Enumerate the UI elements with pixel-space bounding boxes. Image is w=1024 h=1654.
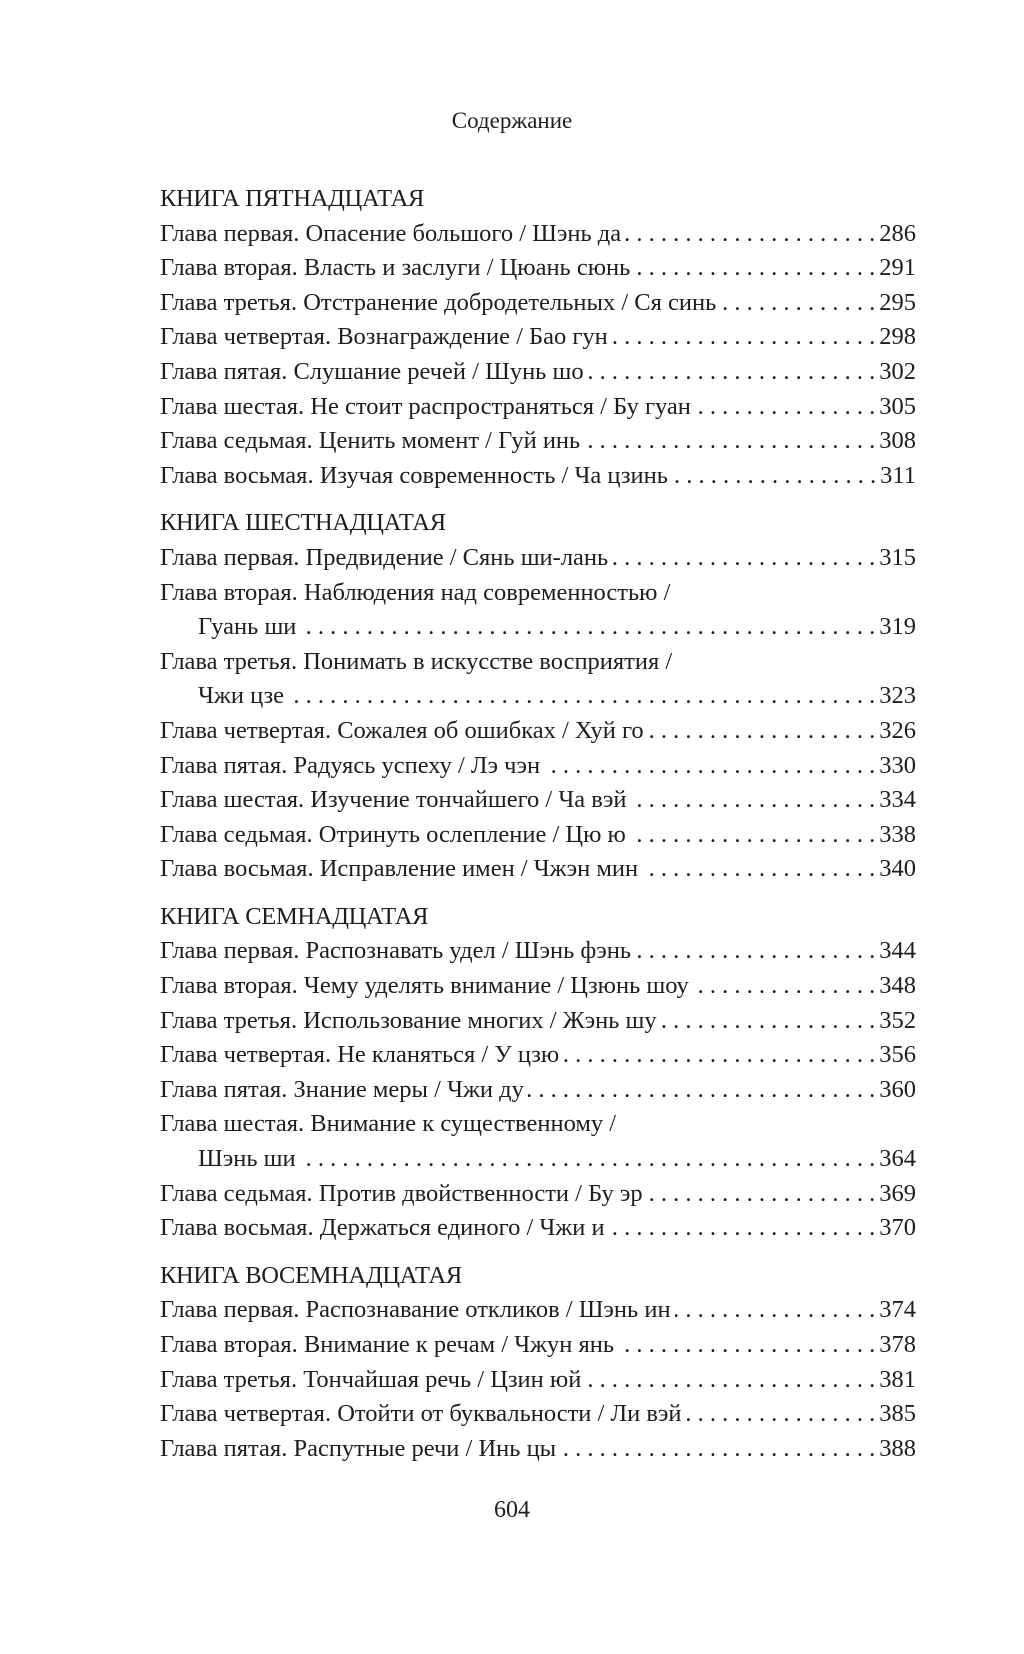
entry-title: Глава вторая. Чему уделять внимание / Цзюнь шоу — [160, 972, 689, 1000]
entry-page: 308 — [879, 427, 916, 455]
entry-title: Глава пятая. Распутные речи / Инь цы — [160, 1434, 557, 1462]
toc-entry[interactable] — [160, 934, 916, 969]
table-of-contents — [160, 182, 916, 1479]
entry-title-continued: Гуань ши — [198, 613, 297, 641]
entry-title-continued: Чжи цзе — [198, 682, 285, 710]
toc-section — [160, 182, 916, 493]
entry-page: 385 — [879, 1400, 916, 1428]
entry-page: 305 — [879, 392, 916, 420]
entry-title: Глава пятая. Слушание речей / Шунь шо — [160, 357, 584, 385]
entry-title: Глава четвертая. Не кланяться / У цзю — [160, 1041, 560, 1069]
entry-title: Глава третья. Тончайшая речь / Цзин юй — [160, 1365, 582, 1393]
entry-title: Глава первая. Распознавать удел / Шэнь фэнь — [160, 937, 632, 965]
toc-entry[interactable] — [160, 459, 916, 494]
toc-entry[interactable] — [160, 286, 916, 321]
toc-entry[interactable] — [160, 783, 916, 818]
entry-title: Глава шестая. Не стоит распространяться / Бу гуан — [160, 392, 691, 420]
entry-page: 323 — [879, 682, 916, 710]
entry-page: 364 — [879, 1145, 916, 1173]
entry-title: Глава восьмая. Изучая современность / Ча цзинь — [160, 461, 668, 489]
toc-entry[interactable] — [160, 424, 916, 459]
dot-leader — [675, 1293, 876, 1328]
dot-leader — [612, 541, 875, 576]
entry-page: 356 — [879, 1041, 916, 1069]
entry-page: 338 — [879, 820, 916, 848]
toc-section — [160, 506, 916, 887]
entry-page: 344 — [879, 937, 916, 965]
dot-leader — [625, 217, 875, 252]
toc-entry[interactable] — [160, 749, 916, 784]
dot-leader — [300, 610, 875, 645]
entry-page: 326 — [879, 716, 916, 744]
entry-title: Глава четвертая. Отойти от буквальности / Ли вэй — [160, 1400, 682, 1428]
entry-title: Глава седьмая. Ценить момент / Гуй инь — [160, 427, 581, 455]
toc-entry[interactable] — [160, 1293, 916, 1328]
toc-entry-continuation[interactable] — [160, 679, 916, 714]
toc-entry[interactable] — [160, 1211, 916, 1246]
dot-leader — [720, 286, 875, 321]
toc-section — [160, 900, 916, 1246]
dot-leader — [634, 251, 875, 286]
entry-title: Глава пятая. Знание меры / Чжи ду — [160, 1075, 524, 1103]
entry-title: Глава первая. Распознавание откликов / Шэнь ин — [160, 1296, 671, 1324]
entry-page: 295 — [879, 288, 916, 316]
entry-page: 370 — [879, 1214, 916, 1242]
toc-entry[interactable] — [160, 320, 916, 355]
toc-entry[interactable] — [160, 1363, 916, 1398]
toc-section — [160, 1259, 916, 1467]
toc-entry[interactable] — [160, 1177, 916, 1212]
entry-page: 352 — [879, 1006, 916, 1034]
toc-entry[interactable] — [160, 251, 916, 286]
entry-title: Глава вторая. Наблюдения над современностью / — [160, 578, 671, 606]
section-heading: КНИГА ШЕСТНАДЦАТАЯ — [160, 509, 446, 537]
dot-leader — [647, 1177, 876, 1212]
dot-leader — [661, 1004, 876, 1039]
dot-leader — [686, 1397, 876, 1432]
dot-leader — [544, 749, 875, 784]
entry-page: 388 — [879, 1434, 916, 1462]
entry-title: Глава третья. Использование многих / Жэнь шу — [160, 1006, 657, 1034]
entry-title: Глава третья. Отстранение добродетельных / Ся синь — [160, 288, 717, 316]
toc-entry[interactable] — [160, 541, 916, 576]
toc-entry[interactable] — [160, 355, 916, 390]
dot-leader — [563, 1038, 875, 1073]
entry-title: Глава пятая. Радуясь успеху / Лэ чэн — [160, 751, 541, 779]
dot-leader — [584, 424, 875, 459]
toc-entry-continuation[interactable] — [160, 1142, 916, 1177]
entry-title-continued: Шэнь ши — [198, 1145, 296, 1173]
entry-title: Глава вторая. Внимание к речам / Чжун янь — [160, 1331, 615, 1358]
entry-page: 374 — [879, 1296, 916, 1324]
dot-leader — [693, 969, 875, 1004]
entry-page: 381 — [879, 1365, 916, 1393]
entry-title: Глава четвертая. Сожалея об ошибках / Хуй го — [160, 716, 644, 744]
dot-leader — [612, 320, 875, 355]
page-number: 604 — [494, 1497, 530, 1523]
entry-title: Глава первая. Опасение большого / Шэнь да — [160, 219, 622, 247]
dot-leader — [630, 818, 875, 853]
entry-page: 311 — [880, 461, 916, 489]
toc-entry[interactable] — [160, 852, 916, 887]
entry-page: 319 — [879, 613, 916, 641]
entry-page: 298 — [879, 323, 916, 351]
toc-entry[interactable] — [160, 969, 916, 1004]
toc-entry-line[interactable] — [160, 576, 916, 611]
entry-title: Глава первая. Предвидение / Сянь ши-лань — [160, 543, 609, 571]
toc-entry[interactable] — [160, 714, 916, 749]
section-heading: КНИГА ПЯТНАДЦАТАЯ — [160, 185, 425, 212]
entry-page: 302 — [879, 357, 916, 385]
dot-leader — [642, 852, 875, 887]
section-heading: КНИГА ВОСЕМНАДЦАТАЯ — [160, 1261, 462, 1289]
dot-leader — [560, 1432, 875, 1467]
dot-leader — [648, 714, 876, 749]
toc-entry[interactable] — [160, 1073, 916, 1108]
entry-title: Глава восьмая. Держаться единого / Чжи и — [160, 1214, 605, 1242]
dot-leader — [695, 390, 875, 425]
dot-leader — [630, 783, 875, 818]
toc-entry[interactable] — [160, 1432, 916, 1467]
toc-entry-line[interactable] — [160, 1107, 916, 1142]
dot-leader — [588, 355, 876, 390]
section-heading: КНИГА СЕМНАДЦАТАЯ — [160, 902, 429, 930]
entry-title: Глава третья. Понимать в искусстве восприятия / — [160, 647, 673, 675]
entry-page: 330 — [879, 751, 916, 779]
toc-entry[interactable] — [160, 1004, 916, 1039]
toc-entry[interactable] — [160, 390, 916, 425]
dot-leader — [300, 1142, 876, 1177]
entry-title: Глава шестая. Изучение тончайшего / Ча вэй — [160, 786, 627, 814]
toc-entry[interactable] — [160, 1328, 916, 1363]
entry-title: Глава шестая. Внимание к существенному / — [160, 1110, 617, 1138]
dot-leader — [672, 459, 876, 494]
toc-entry[interactable] — [160, 818, 916, 853]
toc-entry-line[interactable] — [160, 645, 916, 680]
entry-title: Глава седьмая. Против двойственности / Бу эр — [160, 1179, 643, 1207]
entry-title: Глава седьмая. Отринуть ослепление / Цю ю — [160, 820, 626, 848]
entry-page: 334 — [879, 786, 916, 814]
entry-page: 378 — [879, 1331, 916, 1358]
entry-page: 291 — [879, 254, 916, 282]
entry-page: 369 — [879, 1179, 916, 1207]
entry-page: 348 — [879, 972, 916, 1000]
entry-page: 360 — [879, 1075, 916, 1103]
dot-leader — [528, 1073, 875, 1108]
entry-page: 340 — [879, 855, 916, 883]
toc-entry[interactable] — [160, 1038, 916, 1073]
entry-title: Глава четвертая. Вознаграждение / Бао гун — [160, 323, 608, 351]
dot-leader — [288, 679, 875, 714]
entry-title: Глава восьмая. Исправление имен / Чжэн мин — [160, 855, 639, 883]
toc-entry-continuation[interactable] — [160, 610, 916, 645]
dot-leader — [635, 934, 875, 969]
dot-leader — [609, 1211, 876, 1246]
dot-leader — [618, 1328, 875, 1363]
entry-page: 315 — [879, 543, 916, 571]
page-title: Содержание — [451, 108, 573, 133]
toc-entry[interactable] — [160, 217, 916, 252]
dot-leader — [585, 1363, 875, 1398]
toc-entry[interactable] — [160, 1397, 916, 1432]
entry-page: 286 — [879, 219, 916, 247]
entry-title: Глава вторая. Власть и заслуги / Цюань сюнь — [160, 254, 631, 282]
